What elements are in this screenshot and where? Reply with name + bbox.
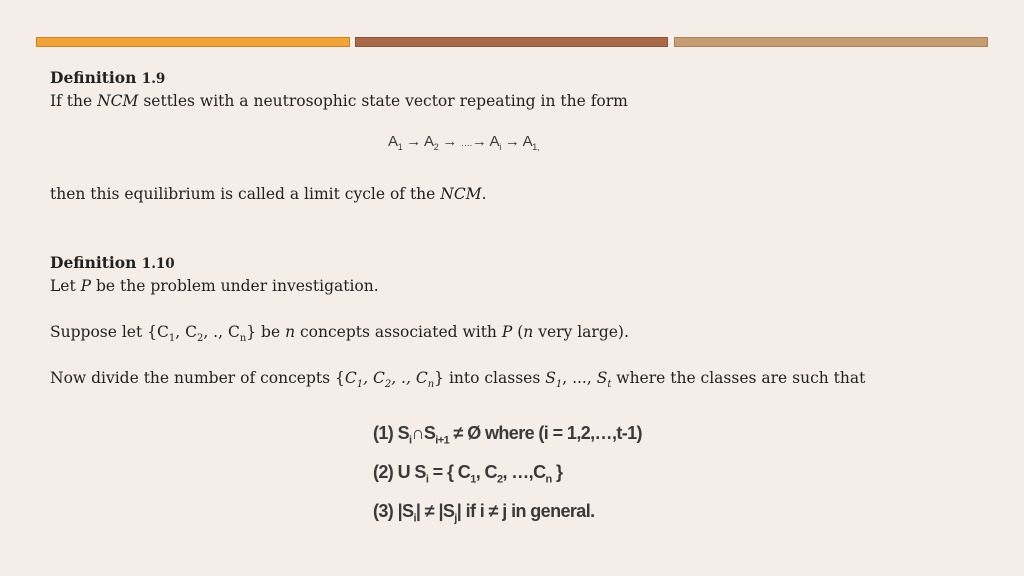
definition-1-9-statement: If the NCM settles with a neutrosophic state vector repeating in the form — [50, 92, 628, 110]
definition-1-10-title — [50, 253, 175, 274]
accent-bar-brown — [355, 37, 668, 47]
definition-word: Definition — [50, 68, 137, 87]
condition-3: (3) $|S_i| \ne |S_j|$ if i ≠ j in general. — [373, 501, 595, 525]
concepts-statement: Suppose let {$C_1$, $C_2$, ., $C_n$} be n concepts associated with P (n very large). — [50, 323, 629, 345]
problem-statement: Let P be the problem under investigation. — [50, 277, 379, 295]
definition-number: 1.9 — [141, 71, 166, 87]
accent-bar-tan — [674, 37, 988, 47]
accent-bar-orange — [36, 37, 350, 47]
condition-2: (2) U $S_i$ = { $C_1$, $C_2$, $\dots,C_n$ } — [373, 462, 563, 486]
condition-1: (1) $S_i\cap S_{i+1}$ ≠ Ø where (i = 1,2,…,t-1) — [373, 423, 642, 447]
definition-word: Definition — [50, 253, 137, 272]
classes-statement: Now divide the number of concepts {$C_1$, $C_2$, ., $C_n$} into classes $S_1$, ..., $S_t$ where the classes are such that — [50, 369, 866, 391]
limit-cycle-sentence: then this equilibrium is called a limit cycle of the NCM. — [50, 185, 487, 203]
definition-1-9-title — [50, 68, 165, 89]
limit-cycle-formula: $A_1 \to A_2$ → ….→ $A_i \to A_{1,}$ — [388, 133, 540, 152]
definition-number: 1.10 — [141, 256, 175, 272]
